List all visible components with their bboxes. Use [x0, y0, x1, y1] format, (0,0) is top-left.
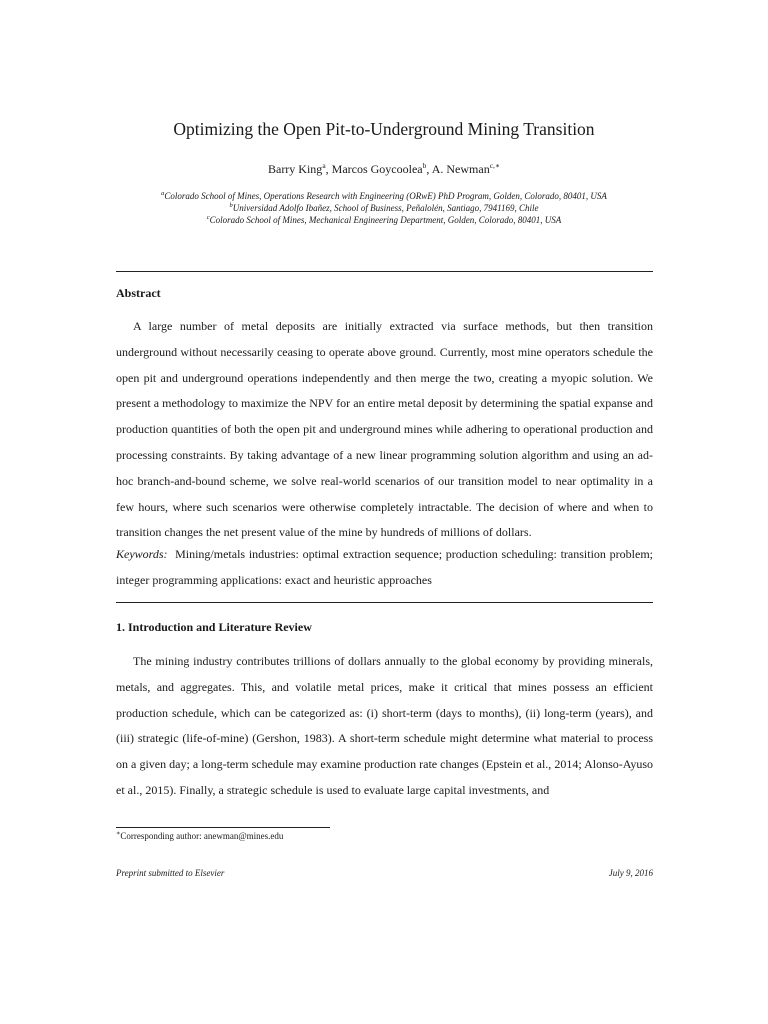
footnote: [116, 829, 283, 841]
author-affiliation-mark: b: [422, 161, 427, 170]
affiliation-text: Universidad Adolfo Ibañez, School of Business, Peñalolén, Santiago, 7941169, Chile: [232, 203, 539, 213]
footnote-mark: ∗: [116, 830, 121, 837]
affiliation-text: Colorado School of Mines, Operations Research with Engineering (ORwE) PhD Program, Golden, Colorado, 80401, USA: [164, 191, 607, 201]
abstract-top-rule: [116, 271, 653, 272]
body-paragraph: The mining industry contributes trillions of dollars annually to the global economy by providing minerals, metals, and aggregates. This, and volatile metal prices, make it critical that mines possess an efficient production schedule, which can be categorized as: (i) short-term (days to months), (ii) long-term (years), and (iii) strategic (life-of-mine) (Gershon, 1983). A short-term schedule might determine what material to process on a given day; a long-term schedule may examine production rate changes (Epstein et al., 2014; Alonso-Ayuso et al., 2015). Finally, a strategic schedule is used to evaluate large capital investments, and: [116, 654, 653, 797]
footnote-text: Corresponding author: anewman@mines.edu: [120, 831, 284, 841]
affiliation-mark: c: [206, 214, 210, 221]
author-name: Barry King: [267, 162, 323, 176]
affiliation: [0, 190, 768, 201]
affiliation: [0, 214, 768, 225]
keywords-label: Keywords:: [116, 547, 168, 561]
affiliation-mark: a: [161, 190, 165, 197]
author-name: Marcos Goycoolea: [331, 162, 423, 176]
affiliation-mark: b: [229, 202, 233, 209]
author-name: A. Newman: [431, 162, 490, 176]
keywords-text: Mining/metals industries: optimal extraction sequence; production scheduling: transition problem; integer programming applications: exact and heuristic approaches: [116, 547, 653, 587]
affiliation-text: Colorado School of Mines, Mechanical Engineering Department, Golden, Colorado, 80401, USA: [209, 215, 562, 225]
paper-title: Optimizing the Open Pit-to-Underground Mining Transition: [173, 119, 595, 139]
abstract-bottom-rule: [116, 602, 653, 603]
footnote-rule: [116, 827, 330, 828]
footer-date: July 9, 2016: [608, 868, 653, 878]
author-affiliation-mark: a: [322, 161, 326, 170]
keywords: [116, 542, 653, 594]
section-heading: 1. Introduction and Literature Review: [116, 620, 312, 634]
author-list: Barry King$^a$, Marcos Goycoolea$^b$, A. Newman$^{c,∗}$: [267, 161, 501, 176]
author-affiliation-mark: c,∗: [489, 161, 501, 170]
abstract-paragraph: A large number of metal deposits are initially extracted via surface methods, but then transition underground without necessarily ceasing to operate above ground. Currently, most mine operators schedule the open pit and underground operations independently and then merge the two, creating a myopic solution. We present a methodology to maximize the NPV for an entire metal deposit by determining the spatial expanse and production quantities of both the open pit and underground mines while adhering to operational production and processing constraints. By taking advantage of a new linear programming solution algorithm and using an ad-hoc branch-and-bound scheme, we solve real-world scenarios of our transition model to near optimality in a few hours, where such scenarios were otherwise completely intractable. The decision of where and when to transition changes the net present value of the mine by hundreds of millions of dollars.: [116, 319, 653, 540]
affiliation: [0, 202, 768, 213]
abstract-heading: Abstract: [116, 286, 161, 300]
footer-preprint-note: Preprint submitted to Elsevier: [116, 868, 225, 878]
